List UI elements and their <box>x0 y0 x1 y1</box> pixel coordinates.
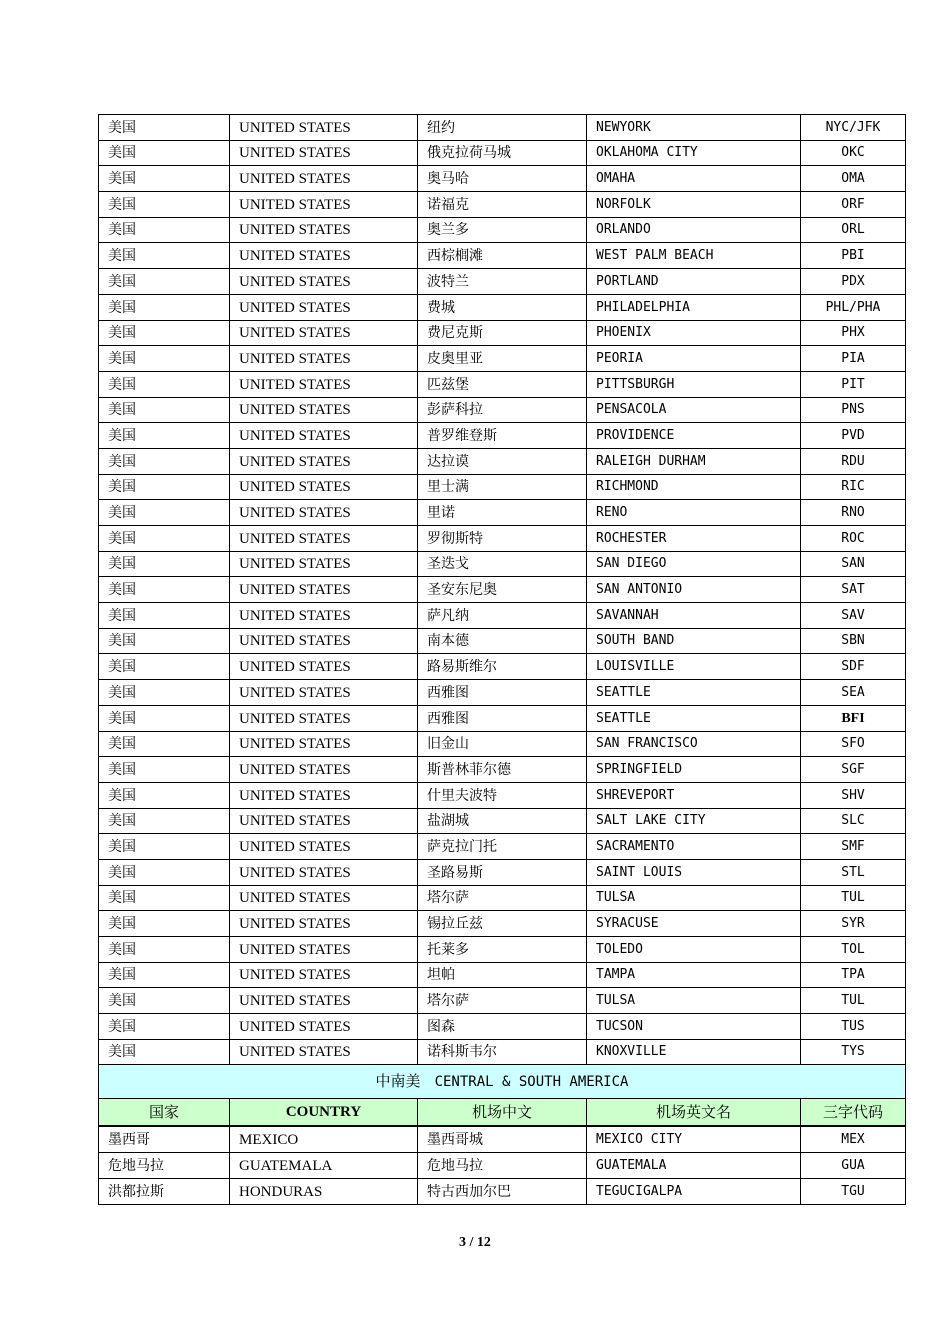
table-row <box>99 577 906 603</box>
cell-country-cn: 美国 <box>99 577 230 603</box>
section-block <box>99 1065 906 1127</box>
cell-country-en: UNITED STATES <box>230 320 418 346</box>
table-row <box>99 397 906 423</box>
table-row <box>99 269 906 295</box>
cell-country-cn: 危地马拉 <box>99 1153 230 1179</box>
cell-airport-cn: 西雅图 <box>418 680 587 706</box>
cell-country-cn: 美国 <box>99 1014 230 1040</box>
cell-country-en: UNITED STATES <box>230 731 418 757</box>
cell-country-en: UNITED STATES <box>230 1014 418 1040</box>
cell-country-en: UNITED STATES <box>230 1039 418 1065</box>
cell-airport-cn: 旧金山 <box>418 731 587 757</box>
cell-airport-code: PDX <box>801 269 906 295</box>
cell-airport-cn: 萨凡纳 <box>418 603 587 629</box>
cell-airport-code: OMA <box>801 166 906 192</box>
cell-country-cn: 美国 <box>99 448 230 474</box>
cell-country-cn: 美国 <box>99 474 230 500</box>
cell-airport-code: GUA <box>801 1153 906 1179</box>
cell-airport-cn: 罗彻斯特 <box>418 526 587 552</box>
cell-airport-code: TPA <box>801 962 906 988</box>
cell-airport-cn: 匹兹堡 <box>418 371 587 397</box>
cell-country-en: UNITED STATES <box>230 269 418 295</box>
cell-country-cn: 美国 <box>99 911 230 937</box>
cell-country-en: UNITED STATES <box>230 757 418 783</box>
cell-country-en: UNITED STATES <box>230 885 418 911</box>
cell-country-en: UNITED STATES <box>230 782 418 808</box>
cell-airport-en: RICHMOND <box>587 474 801 500</box>
cell-country-en: UNITED STATES <box>230 448 418 474</box>
cell-country-cn: 美国 <box>99 423 230 449</box>
table-row <box>99 1178 906 1204</box>
table-row <box>99 628 906 654</box>
section-title-en: CENTRAL & SOUTH AMERICA <box>434 1074 629 1091</box>
table-row <box>99 217 906 243</box>
table-row <box>99 1039 906 1065</box>
cell-country-cn: 美国 <box>99 757 230 783</box>
cell-airport-code: SMF <box>801 834 906 860</box>
cell-country-cn: 美国 <box>99 192 230 218</box>
cell-airport-en: PHOENIX <box>587 320 801 346</box>
cell-airport-code: SLC <box>801 808 906 834</box>
cell-airport-en: SAINT LOUIS <box>587 859 801 885</box>
cell-airport-cn: 皮奥里亚 <box>418 346 587 372</box>
cell-airport-cn: 危地马拉 <box>418 1153 587 1179</box>
table-row <box>99 423 906 449</box>
cell-airport-en: MEXICO CITY <box>587 1126 801 1152</box>
cell-airport-code: ORL <box>801 217 906 243</box>
cell-country-cn: 美国 <box>99 551 230 577</box>
cell-country-cn: 美国 <box>99 603 230 629</box>
cell-airport-cn: 坦帕 <box>418 962 587 988</box>
cell-airport-en: RENO <box>587 500 801 526</box>
cell-airport-code: TOL <box>801 937 906 963</box>
cell-country-en: UNITED STATES <box>230 911 418 937</box>
cell-airport-code: TUL <box>801 885 906 911</box>
table-row <box>99 1126 906 1152</box>
table-row <box>99 808 906 834</box>
cell-airport-en: SYRACUSE <box>587 911 801 937</box>
cell-airport-en: TOLEDO <box>587 937 801 963</box>
table-row <box>99 859 906 885</box>
cell-country-en: HONDURAS <box>230 1178 418 1204</box>
cell-airport-code: PHX <box>801 320 906 346</box>
cell-airport-en: OMAHA <box>587 166 801 192</box>
cell-country-en: UNITED STATES <box>230 423 418 449</box>
cell-country-cn: 美国 <box>99 1039 230 1065</box>
cell-airport-code: SYR <box>801 911 906 937</box>
cell-airport-code: SEA <box>801 680 906 706</box>
cell-airport-cn: 里诺 <box>418 500 587 526</box>
table-row <box>99 346 906 372</box>
table-row <box>99 911 906 937</box>
cell-airport-en: PORTLAND <box>587 269 801 295</box>
table-row <box>99 1014 906 1040</box>
header-cn-city: 机场中文 <box>418 1099 587 1127</box>
cell-country-cn: 美国 <box>99 320 230 346</box>
cell-airport-cn: 波特兰 <box>418 269 587 295</box>
table-row <box>99 371 906 397</box>
table-row <box>99 166 906 192</box>
cell-country-en: UNITED STATES <box>230 115 418 141</box>
cell-country-en: UNITED STATES <box>230 346 418 372</box>
cell-airport-cn: 斯普林菲尔德 <box>418 757 587 783</box>
cell-country-en: UNITED STATES <box>230 371 418 397</box>
page-number: 3 / 12 <box>459 1235 491 1250</box>
cell-airport-cn: 盐湖城 <box>418 808 587 834</box>
cell-airport-en: SOUTH BAND <box>587 628 801 654</box>
cell-airport-cn: 托莱多 <box>418 937 587 963</box>
cell-airport-code: PNS <box>801 397 906 423</box>
cell-country-en: UNITED STATES <box>230 526 418 552</box>
cell-airport-cn: 普罗维登斯 <box>418 423 587 449</box>
table-row <box>99 654 906 680</box>
cell-airport-code: SBN <box>801 628 906 654</box>
cell-airport-en: TULSA <box>587 988 801 1014</box>
cell-country-cn: 美国 <box>99 397 230 423</box>
section-title-cell <box>99 1065 906 1099</box>
cell-country-cn: 美国 <box>99 269 230 295</box>
cell-airport-code: ROC <box>801 526 906 552</box>
table-row <box>99 1153 906 1179</box>
cell-country-cn: 美国 <box>99 731 230 757</box>
table-row <box>99 115 906 141</box>
cell-airport-en: SAN FRANCISCO <box>587 731 801 757</box>
cell-country-cn: 墨西哥 <box>99 1126 230 1152</box>
table-row <box>99 680 906 706</box>
cell-country-cn: 美国 <box>99 166 230 192</box>
cell-airport-cn: 塔尔萨 <box>418 988 587 1014</box>
cell-airport-en: SAN ANTONIO <box>587 577 801 603</box>
cell-airport-code: RDU <box>801 448 906 474</box>
section-title-row <box>99 1065 906 1099</box>
cell-airport-cn: 墨西哥城 <box>418 1126 587 1152</box>
cell-airport-cn: 诺科斯韦尔 <box>418 1039 587 1065</box>
cell-country-cn: 洪都拉斯 <box>99 1178 230 1204</box>
cell-country-en: UNITED STATES <box>230 294 418 320</box>
cell-country-cn: 美国 <box>99 294 230 320</box>
cell-country-en: GUATEMALA <box>230 1153 418 1179</box>
cell-airport-cn: 圣安东尼奥 <box>418 577 587 603</box>
cell-country-cn: 美国 <box>99 628 230 654</box>
cell-airport-en: TEGUCIGALPA <box>587 1178 801 1204</box>
cell-country-en: UNITED STATES <box>230 937 418 963</box>
cell-airport-cn: 南本德 <box>418 628 587 654</box>
cell-airport-cn: 俄克拉荷马城 <box>418 140 587 166</box>
cell-airport-cn: 达拉谟 <box>418 448 587 474</box>
cell-airport-code: PIT <box>801 371 906 397</box>
cell-airport-en: NEWYORK <box>587 115 801 141</box>
cell-airport-code: SAT <box>801 577 906 603</box>
cell-airport-en: SEATTLE <box>587 680 801 706</box>
cell-country-en: UNITED STATES <box>230 217 418 243</box>
cell-airport-en: SEATTLE <box>587 705 801 731</box>
cell-airport-cn: 什里夫波特 <box>418 782 587 808</box>
table-row <box>99 705 906 731</box>
cell-country-cn: 美国 <box>99 988 230 1014</box>
cell-country-cn: 美国 <box>99 500 230 526</box>
table-row <box>99 603 906 629</box>
table-row <box>99 885 906 911</box>
cell-airport-code: TYS <box>801 1039 906 1065</box>
cell-airport-en: ORLANDO <box>587 217 801 243</box>
cell-airport-en: RALEIGH DURHAM <box>587 448 801 474</box>
central-america-rows <box>99 1126 906 1204</box>
cell-country-en: UNITED STATES <box>230 808 418 834</box>
table-row <box>99 551 906 577</box>
cell-country-en: UNITED STATES <box>230 603 418 629</box>
table-row <box>99 192 906 218</box>
table-row <box>99 500 906 526</box>
cell-airport-code: RNO <box>801 500 906 526</box>
cell-country-en: UNITED STATES <box>230 988 418 1014</box>
table-row <box>99 757 906 783</box>
cell-airport-cn: 费城 <box>418 294 587 320</box>
cell-airport-cn: 路易斯维尔 <box>418 654 587 680</box>
cell-airport-en: SACRAMENTO <box>587 834 801 860</box>
header-en-city: 机场英文名 <box>587 1099 801 1127</box>
cell-country-cn: 美国 <box>99 217 230 243</box>
cell-airport-cn: 图森 <box>418 1014 587 1040</box>
cell-airport-cn: 彭萨科拉 <box>418 397 587 423</box>
cell-country-cn: 美国 <box>99 962 230 988</box>
cell-airport-cn: 里士满 <box>418 474 587 500</box>
cell-airport-cn: 西棕榈滩 <box>418 243 587 269</box>
cell-country-cn: 美国 <box>99 885 230 911</box>
cell-country-cn: 美国 <box>99 115 230 141</box>
cell-country-en: UNITED STATES <box>230 654 418 680</box>
cell-airport-code: SAV <box>801 603 906 629</box>
cell-airport-code: PBI <box>801 243 906 269</box>
cell-country-cn: 美国 <box>99 782 230 808</box>
table-row <box>99 937 906 963</box>
table-row <box>99 782 906 808</box>
cell-airport-code: OKC <box>801 140 906 166</box>
cell-airport-code: TUS <box>801 1014 906 1040</box>
section-title-cn: 中南美 <box>375 1072 421 1091</box>
table-row <box>99 448 906 474</box>
cell-airport-en: ROCHESTER <box>587 526 801 552</box>
cell-airport-code: SHV <box>801 782 906 808</box>
header-code: 三字代码 <box>801 1099 906 1127</box>
cell-country-en: MEXICO <box>230 1126 418 1152</box>
cell-country-cn: 美国 <box>99 808 230 834</box>
cell-airport-en: PENSACOLA <box>587 397 801 423</box>
cell-airport-code: ORF <box>801 192 906 218</box>
airport-code-table <box>98 114 906 1205</box>
cell-airport-cn: 锡拉丘兹 <box>418 911 587 937</box>
header-country: COUNTRY <box>230 1099 418 1127</box>
table-row <box>99 526 906 552</box>
cell-airport-code: SGF <box>801 757 906 783</box>
cell-airport-en: SAN DIEGO <box>587 551 801 577</box>
cell-airport-en: PROVIDENCE <box>587 423 801 449</box>
cell-country-en: UNITED STATES <box>230 192 418 218</box>
cell-airport-code: PHL/PHA <box>801 294 906 320</box>
cell-airport-en: PEORIA <box>587 346 801 372</box>
cell-country-cn: 美国 <box>99 526 230 552</box>
header-cn-country: 国家 <box>99 1099 230 1127</box>
table-row <box>99 243 906 269</box>
cell-country-cn: 美国 <box>99 371 230 397</box>
us-airport-rows <box>99 115 906 1065</box>
cell-airport-code: BFI <box>801 705 906 731</box>
cell-country-en: UNITED STATES <box>230 859 418 885</box>
cell-airport-en: SHREVEPORT <box>587 782 801 808</box>
cell-country-cn: 美国 <box>99 859 230 885</box>
table-row <box>99 962 906 988</box>
cell-country-en: UNITED STATES <box>230 628 418 654</box>
cell-airport-cn: 塔尔萨 <box>418 885 587 911</box>
cell-airport-code: PIA <box>801 346 906 372</box>
cell-airport-code: TGU <box>801 1178 906 1204</box>
cell-country-en: UNITED STATES <box>230 140 418 166</box>
cell-airport-code: PVD <box>801 423 906 449</box>
column-header-row <box>99 1099 906 1127</box>
table-row <box>99 140 906 166</box>
cell-country-en: UNITED STATES <box>230 474 418 500</box>
cell-airport-cn: 费尼克斯 <box>418 320 587 346</box>
cell-airport-cn: 圣路易斯 <box>418 859 587 885</box>
cell-airport-en: GUATEMALA <box>587 1153 801 1179</box>
cell-country-en: UNITED STATES <box>230 962 418 988</box>
cell-airport-en: OKLAHOMA CITY <box>587 140 801 166</box>
cell-country-cn: 美国 <box>99 140 230 166</box>
cell-airport-code: TUL <box>801 988 906 1014</box>
cell-airport-en: PHILADELPHIA <box>587 294 801 320</box>
cell-airport-en: SPRINGFIELD <box>587 757 801 783</box>
cell-airport-cn: 圣迭戈 <box>418 551 587 577</box>
cell-airport-cn: 诺福克 <box>418 192 587 218</box>
cell-country-en: UNITED STATES <box>230 680 418 706</box>
cell-airport-code: NYC/JFK <box>801 115 906 141</box>
cell-country-cn: 美国 <box>99 654 230 680</box>
cell-airport-en: WEST PALM BEACH <box>587 243 801 269</box>
cell-airport-code: RIC <box>801 474 906 500</box>
cell-airport-code: MEX <box>801 1126 906 1152</box>
cell-airport-code: SDF <box>801 654 906 680</box>
cell-airport-en: KNOXVILLE <box>587 1039 801 1065</box>
cell-airport-en: TULSA <box>587 885 801 911</box>
cell-country-en: UNITED STATES <box>230 500 418 526</box>
cell-airport-cn: 特古西加尔巴 <box>418 1178 587 1204</box>
cell-country-cn: 美国 <box>99 243 230 269</box>
cell-airport-code: SFO <box>801 731 906 757</box>
cell-country-cn: 美国 <box>99 346 230 372</box>
cell-country-en: UNITED STATES <box>230 834 418 860</box>
cell-country-en: UNITED STATES <box>230 243 418 269</box>
table-row <box>99 474 906 500</box>
table-row <box>99 294 906 320</box>
cell-airport-code: SAN <box>801 551 906 577</box>
cell-airport-cn: 西雅图 <box>418 705 587 731</box>
cell-airport-cn: 纽约 <box>418 115 587 141</box>
cell-country-en: UNITED STATES <box>230 397 418 423</box>
cell-airport-en: TAMPA <box>587 962 801 988</box>
cell-airport-cn: 奥兰多 <box>418 217 587 243</box>
cell-country-cn: 美国 <box>99 705 230 731</box>
cell-airport-en: SALT LAKE CITY <box>587 808 801 834</box>
cell-country-en: UNITED STATES <box>230 705 418 731</box>
table-row <box>99 731 906 757</box>
cell-airport-code: STL <box>801 859 906 885</box>
cell-country-cn: 美国 <box>99 680 230 706</box>
table-row <box>99 834 906 860</box>
table-row <box>99 320 906 346</box>
cell-airport-en: LOUISVILLE <box>587 654 801 680</box>
cell-airport-en: NORFOLK <box>587 192 801 218</box>
cell-country-cn: 美国 <box>99 937 230 963</box>
cell-country-en: UNITED STATES <box>230 166 418 192</box>
cell-airport-cn: 萨克拉门托 <box>418 834 587 860</box>
cell-country-en: UNITED STATES <box>230 551 418 577</box>
cell-country-en: UNITED STATES <box>230 577 418 603</box>
cell-country-cn: 美国 <box>99 834 230 860</box>
cell-airport-en: TUCSON <box>587 1014 801 1040</box>
cell-airport-en: PITTSBURGH <box>587 371 801 397</box>
cell-airport-en: SAVANNAH <box>587 603 801 629</box>
table-row <box>99 988 906 1014</box>
cell-airport-cn: 奥马哈 <box>418 166 587 192</box>
